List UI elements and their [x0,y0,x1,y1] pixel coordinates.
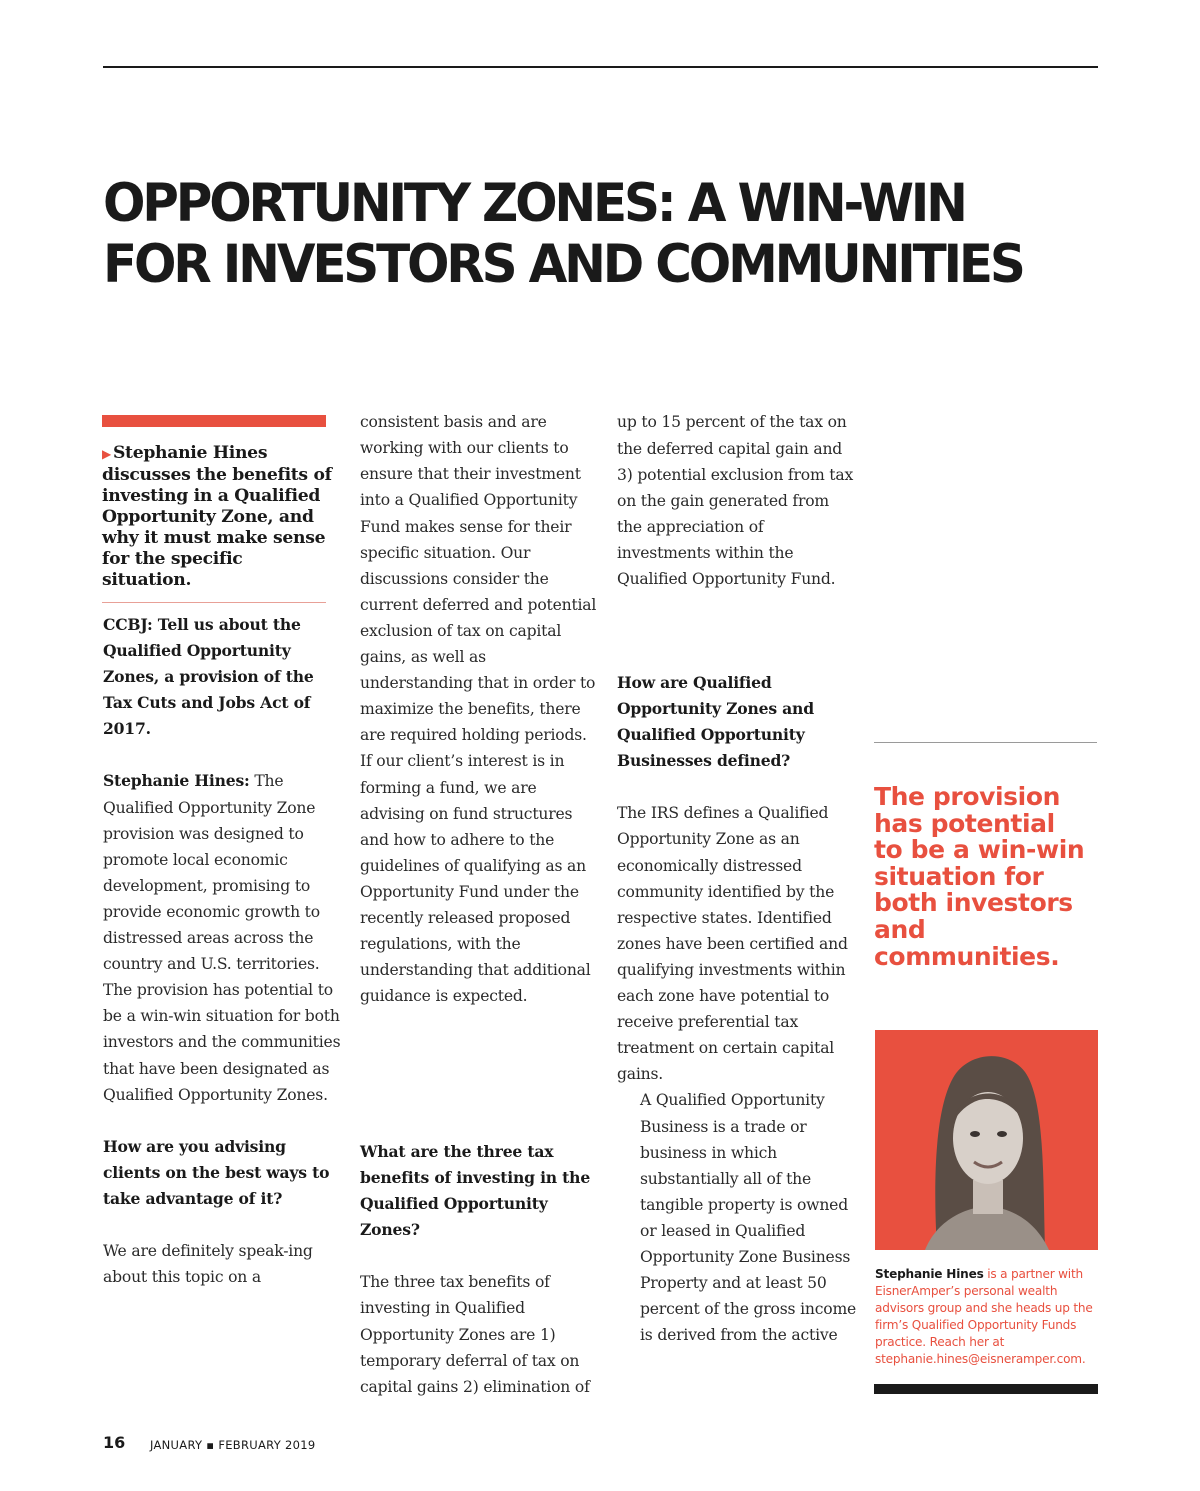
answer-2-continued: consistent basis and are working with our clients to ensure that their investment into a Qualified Opportunity Fund makes sense for their specific situation. Our discussions consider the current deferred and potential exclusion of tax on capital gains, as well as understanding that in order to maximize the benefits, there are required holding periods. If our client’s interest is in forming a fund, we are advising on fund structures and how to adhere to the guidelines of qualifying as an Opportunity Fund under the recently released proposed regulations, with the understanding that additional guidance is expected. [360,413,597,1006]
caption-name: Stephanie Hines [875,1267,984,1281]
answer-3-continued: up to 15 percent of the tax on the deferred capital gain and 3) potential exclusion from tax on the gain generated from the appreciation of investments within the Qualified Opportunity Fund. [617,413,854,589]
page-number: 16 [103,1433,126,1452]
question-3: What are the three tax benefits of investing in the Qualified Opportunity Zones? [360,1142,591,1240]
text-column-2 [360,409,600,1399]
headline-line-1: OPPORTUNITY ZONES: A WIN-WIN [103,172,965,234]
portrait-illustration [875,1030,1098,1250]
arrow-icon: ▶ [102,447,111,461]
top-rule [103,66,1098,68]
caption-text: is a partner with EisnerAmper’s personal wealth advisors group and she heads up the firm’s Qualified Opportunity Funds practice. Reach her at stephanie.hines@eisneramper.com. [875,1267,1093,1366]
text-column-1 [103,612,343,1290]
headline-line-2: FOR INVESTORS AND COMMUNITIES [103,233,1023,295]
author-photo [875,1030,1098,1250]
answer-3-text: The three tax benefits of investing in Qualified Opportunity Zones are 1) temporary deferral of tax on capital gains 2) elimination of [360,1273,590,1396]
text-column-3 [617,409,857,1348]
deck-divider [102,602,326,603]
question-2: How are you advising clients on the best ways to take advantage of it? [103,1136,330,1208]
question-1: CCBJ: Tell us about the Qualified Opportunity Zones, a provision of the Tax Cuts and Jobs Act of 2017. [103,615,314,739]
answer-4-paragraph-2: A Qualified Opportunity Business is a trade or business in which substantially all of the tangible property is owned or leased in Qualified Opportunity Zone Business Property and at least 50 percent of the gross income is derived from the active [640,1091,857,1345]
issue-date: JANUARY ▪ FEBRUARY 2019 [150,1438,316,1452]
deck-text: Stephanie Hines discusses the benefits of investing in a Qualified Opportunity Zone, and why it must make sense for the specific situation. [102,443,332,590]
sidebar-bottom-bar [874,1384,1098,1394]
pull-quote-rule [874,742,1097,743]
answer-1 [103,768,343,1107]
pull-quote: The provision has potential to be a win-win situation for both investors and communities. [874,782,1085,971]
answer-1-text: The Qualified Opportunity Zone provision was designed to promote local economic development, promising to provide economic growth to distressed areas across the country and U.S. territories. The provision has potential to be a win-win situation for both investors and the communities that have been designated as Qualified Opportunity Zones. [103,772,341,1104]
answer-2-text: We are definitely speak-ing about this topic on a [103,1241,313,1287]
article-deck [102,443,334,591]
answer-4-paragraph-1: The IRS defines a Qualified Opportunity Zone as an economically distressed community identified by the respective states. Identified zones have been certified and qualifying investments within each zone have potential to receive preferential tax treatment on certain capital gains. [617,804,848,1084]
answer-1-speaker: Stephanie Hines: [103,771,250,791]
photo-caption [875,1266,1101,1368]
article-headline [103,172,1083,295]
question-4: How are Qualified Opportunity Zones and Qualified Opportunity Businesses defined? [617,673,814,771]
deck-accent-bar [102,415,326,427]
